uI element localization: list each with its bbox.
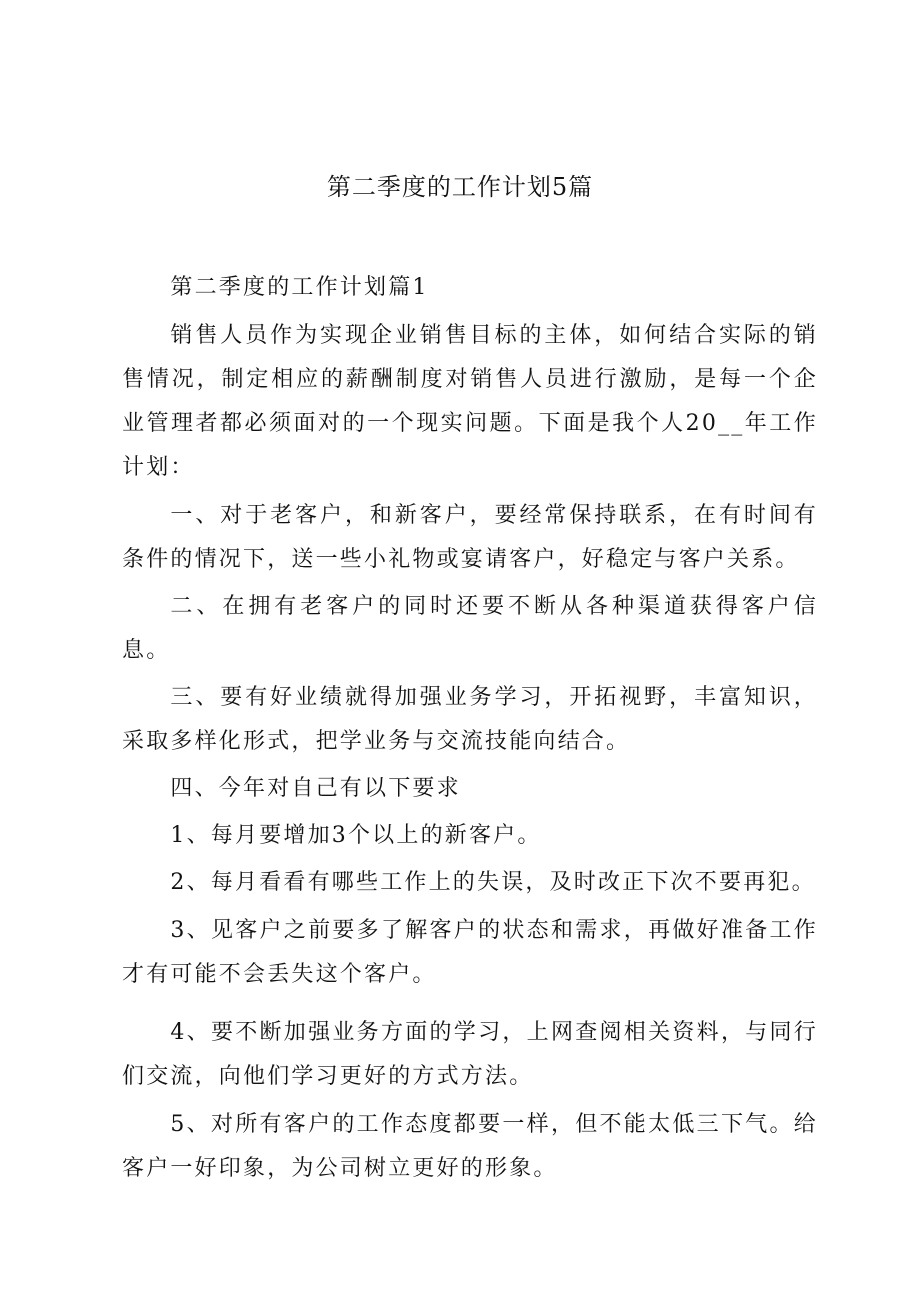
requirement-item-4: 4、要不断加强业务方面的学习，上网查阅相关资料，与同行们交流，向他们学习更好的方式方法。: [122, 1020, 818, 1089]
document-body: [122, 266, 818, 1191]
requirement-item-3: 3、见客户之前要多了解客户的状态和需求，再做好准备工作才有可能不会丢失这个客户。: [122, 918, 818, 987]
requirement-item-2: 2、每月看看有哪些工作上的失误，及时改正下次不要再犯。: [170, 870, 816, 895]
point-one-paragraph: 一、对于老客户，和新客户，要经常保持联系，在有时间有条件的情况下，送一些小礼物或宴请客户，好稳定与客户关系。: [122, 503, 818, 572]
document-title: 第二季度的工作计划5篇: [326, 173, 594, 201]
point-three-paragraph: 三、要有好业绩就得加强业务学习，开拓视野，丰富知识，采取多样化形式，把学业务与交流技能向结合。: [122, 685, 818, 754]
section-heading: 第二季度的工作计划篇1: [170, 275, 429, 300]
point-two-paragraph: 二、在拥有老客户的同时还要不断从各种渠道获得客户信息。: [122, 594, 818, 663]
requirement-item-1: 1、每月要增加3个以上的新客户。: [170, 823, 542, 848]
point-four-paragraph: 四、今年对自己有以下要求: [170, 776, 461, 801]
requirement-item-5: 5、对所有客户的工作态度都要一样，但不能太低三下气。给客户一好印象，为公司树立更好的形象。: [122, 1112, 818, 1181]
intro-paragraph: 销售人员作为实现企业销售目标的主体，如何结合实际的销售情况，制定相应的薪酬制度对销售人员进行激励，是每一个企业管理者都必须面对的一个现实问题。下面是我个人20__年工作计划：: [122, 323, 818, 480]
